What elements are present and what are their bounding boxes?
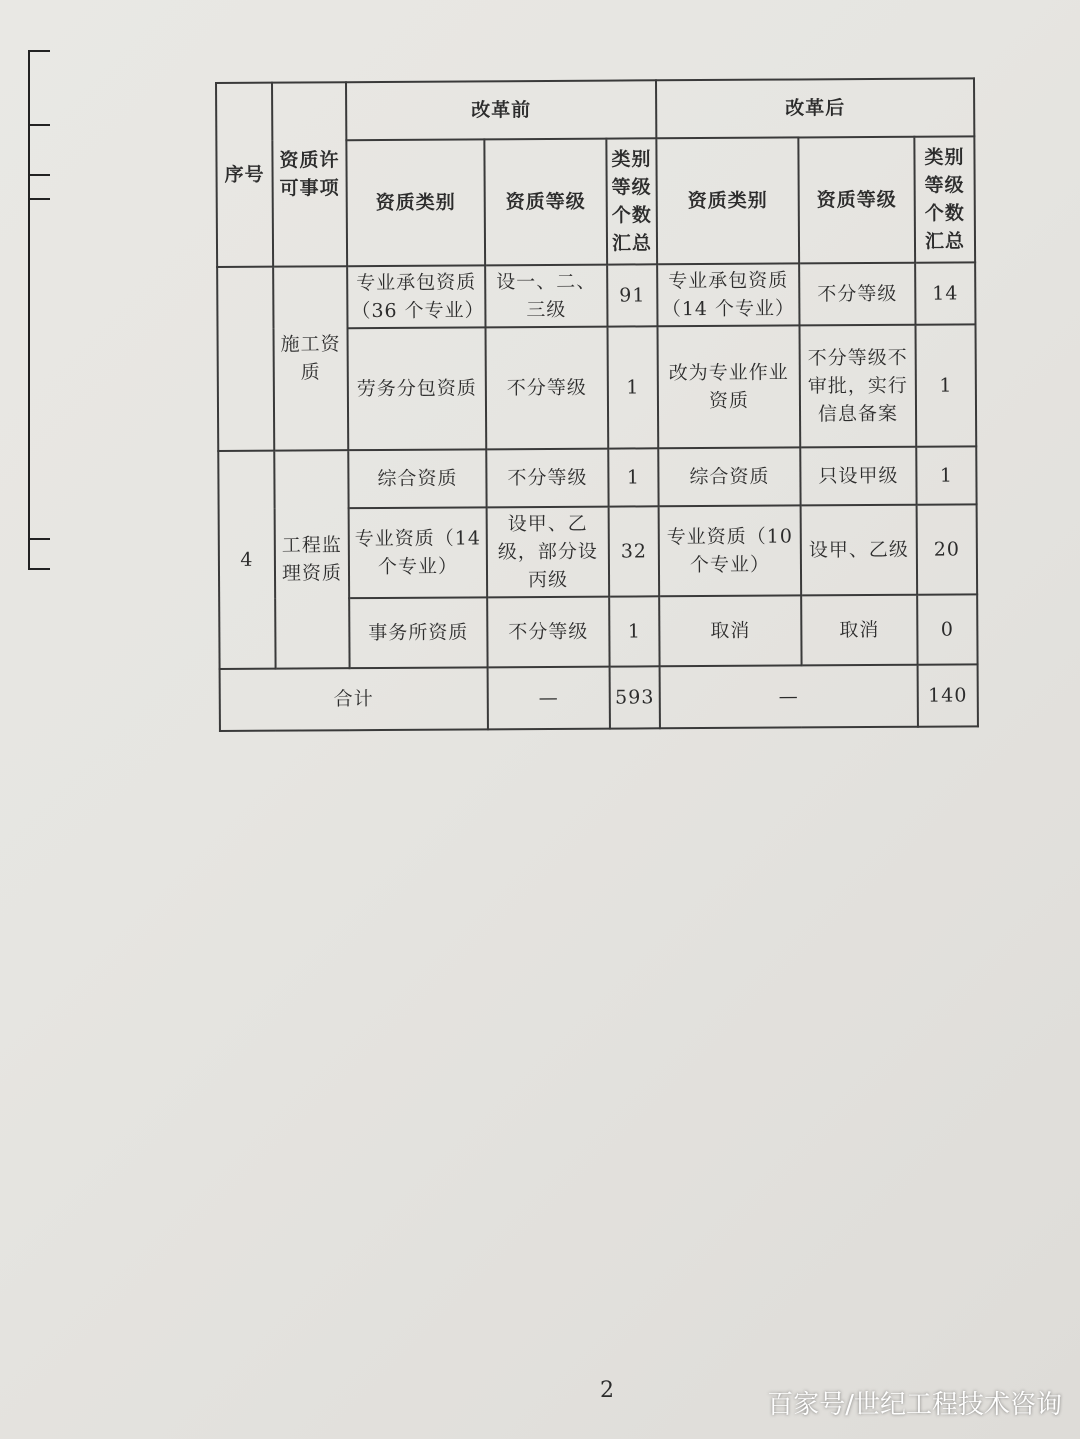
header-after-category: 资质类别 [656, 137, 799, 264]
before-category-cell: 专业承包资质（36 个专业） [347, 265, 485, 328]
after-grade-cell: 不分等级 [799, 263, 915, 326]
item-cell-supervision: 工程监理资质 [274, 450, 349, 668]
table-row [218, 446, 976, 509]
header-before-grade: 资质等级 [484, 139, 607, 266]
header-after-count: 类别等级个数汇总 [914, 136, 975, 262]
after-count-cell: 14 [915, 262, 975, 324]
seq-cell-supervision: 4 [218, 451, 275, 669]
before-category-cell: 事务所资质 [349, 597, 487, 668]
qualification-reform-table [215, 77, 979, 732]
before-category-cell: 专业资质（14 个专业） [349, 507, 488, 598]
total-label: 合计 [220, 667, 488, 731]
binding-tick [30, 198, 50, 200]
header-row-1 [216, 78, 974, 141]
before-grade-cell: 设一、二、三级 [485, 265, 607, 328]
total-before-grade: — [488, 667, 610, 730]
before-grade-cell: 不分等级 [486, 449, 608, 508]
after-category-cell: 专业资质（10 个专业） [659, 505, 802, 596]
before-count-cell: 1 [608, 326, 659, 448]
before-grade-cell: 不分等级 [487, 597, 609, 668]
header-before: 改革前 [346, 80, 656, 140]
header-before-category: 资质类别 [346, 139, 485, 266]
after-count-cell: 1 [916, 446, 976, 504]
header-item: 资质许可事项 [272, 82, 347, 266]
binding-tick [30, 568, 50, 570]
after-category-cell: 取消 [659, 595, 801, 666]
after-grade-cell: 只设甲级 [800, 447, 916, 506]
after-category-cell: 改为专业作业资质 [658, 325, 801, 448]
before-category-cell: 劳务分包资质 [348, 327, 487, 450]
before-count-cell: 91 [607, 264, 657, 326]
binding-tick [30, 124, 50, 126]
header-after: 改革后 [656, 78, 974, 138]
header-after-grade: 资质等级 [798, 137, 915, 264]
total-row [220, 664, 978, 731]
before-grade-cell: 不分等级 [486, 327, 609, 450]
before-count-cell: 1 [608, 448, 658, 506]
before-grade-cell: 设甲、乙级，部分设丙级 [487, 507, 610, 598]
binding-tick [30, 174, 50, 176]
header-seq: 序号 [216, 83, 273, 267]
after-grade-cell: 不分等级不审批，实行信息备案 [799, 325, 916, 448]
binding-margin-marks [28, 50, 50, 570]
total-after-count: 140 [918, 664, 978, 726]
binding-tick [30, 50, 50, 52]
watermark: 百家号/世纪工程技术咨询 [767, 1390, 1062, 1420]
binding-tick [30, 538, 50, 540]
before-category-cell: 综合资质 [348, 449, 486, 508]
after-grade-cell: 设甲、乙级 [801, 505, 918, 596]
total-before-count: 593 [610, 666, 660, 728]
after-grade-cell: 取消 [801, 595, 917, 666]
after-count-cell: 20 [917, 504, 978, 594]
before-count-cell: 32 [609, 506, 660, 596]
after-count-cell: 0 [917, 594, 977, 664]
seq-cell-construction [217, 267, 274, 451]
page-number: 2 [600, 1378, 614, 1403]
table-row [217, 262, 975, 329]
after-category-cell: 综合资质 [658, 447, 800, 506]
before-count-cell: 1 [609, 596, 659, 666]
after-count-cell: 1 [915, 324, 976, 446]
after-category-cell: 专业承包资质（14 个专业） [657, 263, 799, 326]
total-after-merged: — [660, 665, 918, 729]
header-before-count: 类别等级个数汇总 [606, 138, 657, 264]
item-cell-construction: 施工资质 [273, 266, 348, 450]
